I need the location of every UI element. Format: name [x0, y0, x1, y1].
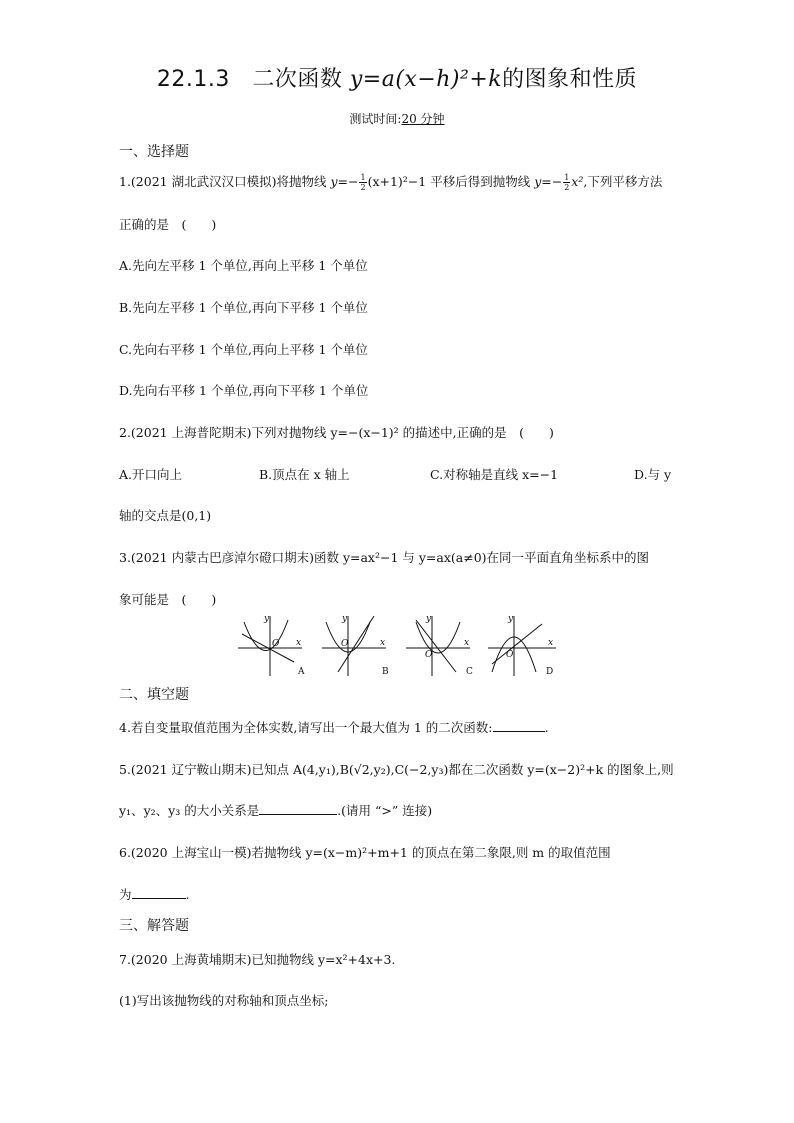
test-time: [0, 110, 794, 127]
q2-line2: 轴的交点是(0,1): [119, 508, 212, 523]
test-time-value: 20 分钟: [401, 112, 445, 126]
q1-option-d: D.先向右平移 1 个单位,再向下平移 1 个单位: [119, 383, 369, 398]
q2-option-d: D.与 y: [634, 467, 672, 482]
graph-c: [406, 616, 470, 676]
section-choice: 一、选择题: [119, 144, 189, 160]
graph-c-x-label: x: [464, 638, 470, 648]
q1-option-a: A.先向左平移 1 个单位,再向上平移 1 个单位: [119, 258, 368, 273]
q1-line2: 正确的是 ( ): [119, 217, 217, 232]
q7-part1: (1)写出该抛物线的对称轴和顶点坐标;: [119, 993, 329, 1008]
graph-b-x-label: x: [380, 638, 386, 648]
title-formula: y=a(x−h)²+k: [349, 67, 503, 92]
q1-prefix: 1.(2021 湖北武汉汉口模拟)将抛物线: [119, 174, 331, 189]
q5-text: 5.(2021 辽宁鞍山期末)已知点 A(4,y₁),B(√2,y₂),C(−2,y₃)都在二次函数 y=(x−2)²+k 的图象上,则: [119, 762, 674, 777]
q3-line2: 象可能是 ( ): [119, 592, 217, 607]
q4-blank: [493, 731, 545, 732]
q1-option-b: B.先向左平移 1 个单位,再向下平移 1 个单位: [119, 300, 368, 315]
q3-graphs: [236, 612, 566, 678]
graph-d-y-label: y: [508, 614, 514, 624]
graph-c-label: C: [466, 667, 473, 677]
graph-a-x-label: x: [296, 638, 302, 648]
q1-fraction-2: $\frac{1}{2}$: [564, 173, 570, 192]
page-title: [0, 62, 794, 93]
q6-line2: 为 .: [119, 887, 190, 902]
q5-line2: y₁、y₂、y₃ 的大小关系是 .(请用 “>” 连接): [119, 803, 433, 818]
q1-expr2-post: x²: [571, 174, 584, 189]
graph-b-origin: O: [341, 639, 349, 649]
title-suffix: 的图象和性质: [502, 67, 638, 92]
q6-text: 6.(2020 上海宝山一模)若抛物线 y=(x−m)²+m+1 的顶点在第二象限,则 m 的取值范围: [119, 845, 611, 860]
graph-b: [322, 616, 386, 676]
graph-d-label: D: [546, 667, 554, 677]
graph-a-y-label: y: [264, 614, 270, 624]
graph-a: [238, 616, 302, 676]
q1-option-c: C.先向右平移 1 个单位,再向上平移 1 个单位: [119, 342, 368, 357]
q1-mid: 平移后得到抛物线: [426, 174, 535, 189]
q1-expr1-post: (x+1)²−1: [367, 174, 427, 189]
q1-fraction-1: $\frac{1}{2}$: [360, 173, 366, 192]
section-answer: 三、解答题: [119, 918, 189, 934]
q1-expr1-pre: y=−: [330, 174, 359, 189]
q4-text: 4.若自变量取值范围为全体实数,请写出一个最大值为 1 的二次函数: .: [119, 720, 549, 735]
graph-d-x-label: x: [548, 638, 554, 648]
q6-blank: [132, 898, 186, 899]
q1-suffix: ,下列平移方法: [583, 174, 663, 189]
title-prefix: 22.1.3 二次函数: [156, 67, 350, 92]
q2-option-c: C.对称轴是直线 x=−1: [430, 467, 559, 482]
graph-b-label: B: [382, 667, 389, 677]
q2-option-a: A.开口向上: [119, 467, 183, 482]
graph-b-y-label: y: [342, 614, 348, 624]
graph-a-origin: O: [272, 639, 280, 649]
graph-c-y-label: y: [426, 614, 432, 624]
q3-text: 3.(2021 内蒙古巴彦淖尔磴口期末)函数 y=ax²−1 与 y=ax(a≠0)在同一平面直角坐标系中的图: [119, 550, 650, 565]
graph-a-label: A: [298, 667, 305, 677]
q1-expr2-pre: y=−: [534, 174, 563, 189]
q7-text: 7.(2020 上海黄埔期末)已知抛物线 y=x²+4x+3.: [119, 952, 396, 967]
q5-blank: [259, 814, 337, 815]
graph-c-origin: O: [425, 650, 433, 660]
section-fill: 二、填空题: [119, 687, 189, 703]
test-time-label: 测试时间:: [349, 112, 402, 126]
q2-text: 2.(2021 上海普陀期末)下列对抛物线 y=−(x−1)² 的描述中,正确的是 ( ): [119, 425, 554, 440]
q2-option-b: B.顶点在 x 轴上: [259, 467, 350, 482]
q1-text: [119, 172, 662, 192]
graph-d-origin: O: [506, 650, 514, 660]
